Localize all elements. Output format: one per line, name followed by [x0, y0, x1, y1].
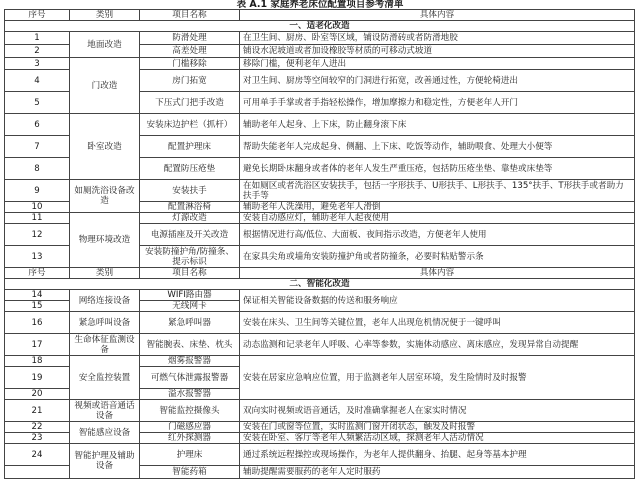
- table-row: [5, 32, 635, 45]
- col-header-content: 具体内容: [240, 10, 635, 21]
- row-number: 2: [5, 45, 70, 58]
- row-content: 根据情况进行高/低位、大面板、夜间指示改造，方便老年人使用: [240, 224, 635, 246]
- row-item: 高差处理: [140, 45, 240, 58]
- table-row: [5, 213, 635, 224]
- row-item: 门磁感应器: [140, 422, 240, 433]
- row-content: 动态监测和记录老年人呼吸、心率等参数，实施体动感应、离床感应，发现异常自动提醒: [240, 334, 635, 356]
- col-header-no: 序号: [5, 268, 70, 279]
- row-category: 智能护理及辅助设备: [70, 444, 140, 479]
- col-header-content: 具体内容: [240, 268, 635, 279]
- table-caption: 表 A.1 家庭养老床位配置项目参考清单: [236, 0, 404, 9]
- table-row: [5, 312, 635, 334]
- row-content: 辅助老年人洗澡用，避免老年人滑倒: [240, 202, 635, 213]
- row-content: 帮助失能老年人完成起身、侧翻、上下床、吃饭等动作，辅助喂食、处理大小便等: [240, 136, 635, 158]
- row-number: 16: [5, 312, 70, 334]
- col-header-category: 类别: [70, 268, 140, 279]
- row-content: 安装在卧室、客厅等老年人频繁活动区域，探测老年人活动情况: [240, 433, 635, 444]
- row-number: 17: [5, 334, 70, 356]
- row-item: 安装床边护栏（抓杆）: [140, 114, 240, 136]
- row-number: 21: [5, 400, 70, 422]
- row-number: 10: [5, 202, 70, 213]
- row-item: 安装防撞护角/防撞条、提示标识: [140, 246, 240, 268]
- row-number: 15: [5, 301, 70, 312]
- row-number: 24: [5, 444, 70, 466]
- row-item: 安装扶手: [140, 180, 240, 202]
- row-number: 8: [5, 158, 70, 180]
- table-row: [5, 334, 635, 356]
- row-content: 通过系统远程操控或现场操作，为老年人提供翻身、抬腿、起身等基本护理: [240, 444, 635, 466]
- col-header-item: 项目名称: [140, 268, 240, 279]
- row-item: 智能药箱: [140, 466, 240, 479]
- row-item: 智能腕表、床垫、枕头: [140, 334, 240, 356]
- row-item: 灯源改造: [140, 213, 240, 224]
- row-item: 红外探测器: [140, 433, 240, 444]
- row-item: 无线网卡: [140, 301, 240, 312]
- row-item: 智能监控摄像头: [140, 400, 240, 422]
- row-content: 在如厕区或者洗浴区安装扶手，包括一字形扶手、U形扶手、L形扶手、135°扶手、T形扶手或者助力扶手等: [240, 180, 635, 202]
- row-item: 门槛移除: [140, 58, 240, 70]
- row-content: 辅助老年人起身、上下床，防止翻身滚下床: [240, 114, 635, 136]
- row-item: 防滑处理: [140, 32, 240, 45]
- row-category: 智能感应设备: [70, 422, 140, 444]
- row-content: 保证相关智能设备数据的传送和服务响应: [240, 290, 635, 312]
- row-category: 卧室改造: [70, 114, 140, 180]
- row-number: 6: [5, 114, 70, 136]
- row-number: 1: [5, 32, 70, 45]
- row-item: 护理床: [140, 444, 240, 466]
- row-number: [5, 466, 70, 479]
- row-content: 对卫生间、厨房等空间较窄的门洞进行拓宽，改善通过性，方便轮椅进出: [240, 70, 635, 92]
- row-content: 辅助提醒需要服药的老年人定时服药: [240, 466, 635, 479]
- table-row: [5, 58, 635, 70]
- row-item: 紧急呼叫器: [140, 312, 240, 334]
- table-row: [5, 400, 635, 422]
- col-header-no: 序号: [5, 10, 70, 21]
- row-content: 安装自动感应灯，辅助老年人起夜使用: [240, 213, 635, 224]
- row-number: 14: [5, 290, 70, 301]
- row-item: 配置防压疮垫: [140, 158, 240, 180]
- row-number: 3: [5, 58, 70, 70]
- table-row: [5, 444, 635, 466]
- row-category: 视频或语音通话设备: [70, 400, 140, 422]
- row-category: 安全监控装置: [70, 356, 140, 400]
- col-header-category: 类别: [70, 10, 140, 21]
- table-row: [5, 180, 635, 202]
- row-item: 配置护理床: [140, 136, 240, 158]
- row-number: 18: [5, 356, 70, 367]
- config-table: [4, 9, 635, 479]
- table-row: [5, 290, 635, 301]
- row-category: 如厕洗浴设备改造: [70, 180, 140, 213]
- row-item: 下压式门把手改造: [140, 92, 240, 114]
- row-number: 22: [5, 422, 70, 433]
- row-item: 可燃气体泄露报警器: [140, 367, 240, 389]
- row-content: 铺设水泥坡道或者加设橡胶等材质的可移动式坡道: [240, 45, 635, 58]
- row-category: 网络连接设备: [70, 290, 140, 312]
- row-category: 生命体征监测设备: [70, 334, 140, 356]
- section-title: 一、适老化改造: [5, 21, 635, 32]
- row-number: 7: [5, 136, 70, 158]
- row-category: 物理环境改造: [70, 213, 140, 268]
- row-content: 避免长期卧床翻身或者体的老年人发生严重压疮，包括防压疮坐垫、靠垫或床垫等: [240, 158, 635, 180]
- row-number: 5: [5, 92, 70, 114]
- row-number: 4: [5, 70, 70, 92]
- table-row: [5, 422, 635, 433]
- row-content: 可用单手手掌或者手指轻松操作，增加摩擦力和稳定性，方便老年人开门: [240, 92, 635, 114]
- row-number: 19: [5, 367, 70, 389]
- row-item: 电源插座及开关改造: [140, 224, 240, 246]
- row-category: 地面改造: [70, 32, 140, 58]
- row-category: 门改造: [70, 58, 140, 114]
- row-content: 双向实时视频或语音通话，及时准确掌握老人在家实时情况: [240, 400, 635, 422]
- row-item: WIFI路由器: [140, 290, 240, 301]
- row-content: 安装在居家应急响应位置，用于监测老年人居室环境，发生险情时及时报警: [240, 356, 635, 400]
- row-item: 烟雾报警器: [140, 356, 240, 367]
- row-item: 溢水报警器: [140, 389, 240, 400]
- row-category: 紧急呼叫设备: [70, 312, 140, 334]
- section-title: 二、智能化改造: [5, 279, 635, 290]
- row-content: 移除门槛，便利老年人进出: [240, 58, 635, 70]
- col-header-item: 项目名称: [140, 10, 240, 21]
- row-content: 在家具尖角或墙角安装防撞护角或者防撞条，必要时粘贴警示条: [240, 246, 635, 268]
- row-item: 房门拓宽: [140, 70, 240, 92]
- row-number: 11: [5, 213, 70, 224]
- row-number: 12: [5, 224, 70, 246]
- row-number: 23: [5, 433, 70, 444]
- table-row: [5, 114, 635, 136]
- row-content: 安装在床头、卫生间等关键位置，老年人出现危机情况便于一键呼叫: [240, 312, 635, 334]
- table-row: [5, 356, 635, 367]
- row-item: 配置淋浴椅: [140, 202, 240, 213]
- row-number: 9: [5, 180, 70, 202]
- row-content: 在卫生间、厨房、卧室等区域，铺设防滑砖或者防滑地胶: [240, 32, 635, 45]
- row-number: 13: [5, 246, 70, 268]
- row-content: 安装在门或窗等位置，实时监测门窗开闭状态，触发及时报警: [240, 422, 635, 433]
- row-number: 20: [5, 389, 70, 400]
